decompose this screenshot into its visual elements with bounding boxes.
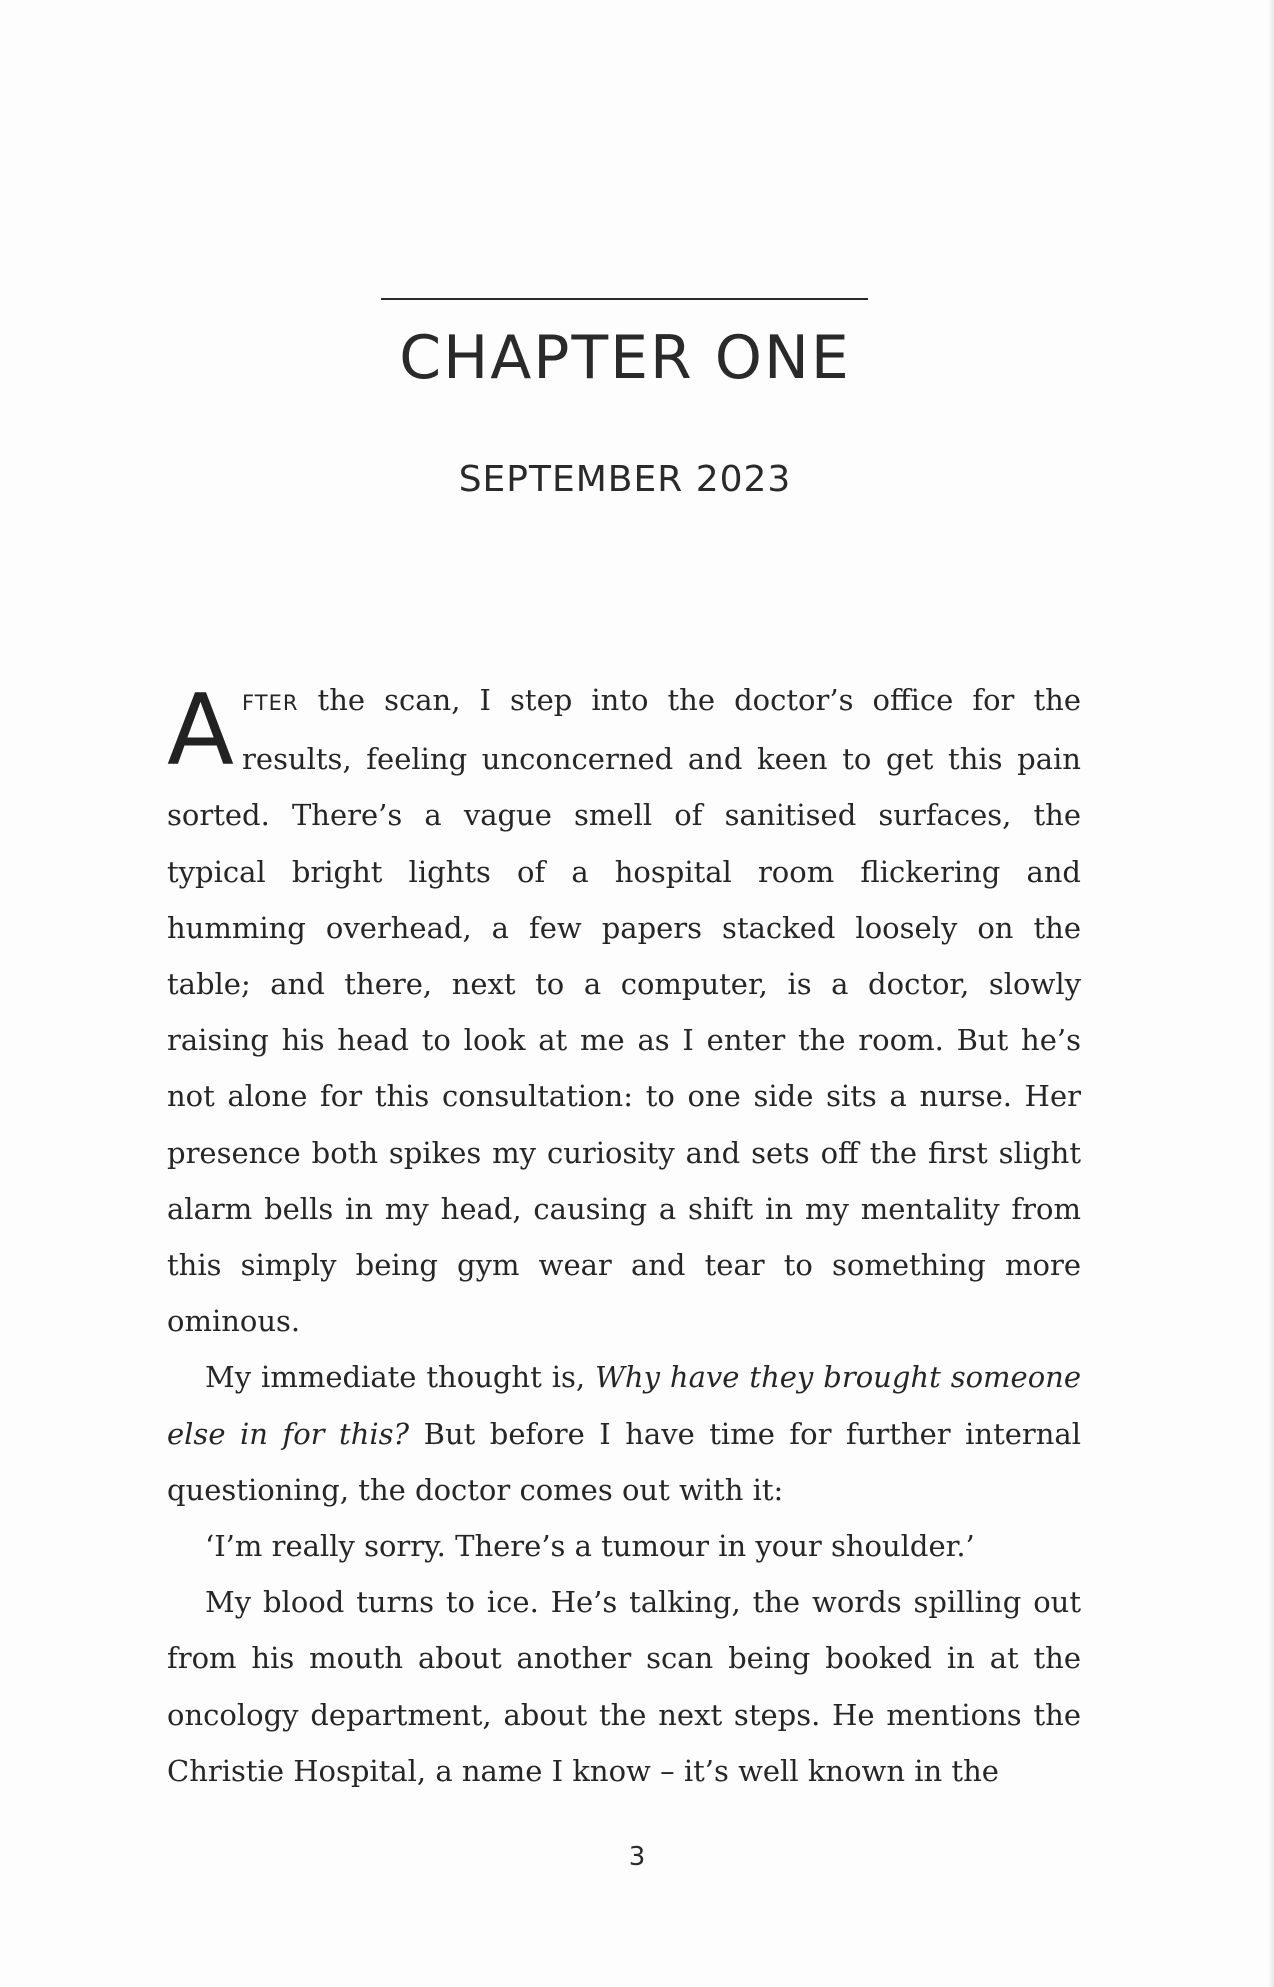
chapter-body [167, 672, 1081, 1799]
paragraph-1 [167, 672, 1081, 1349]
paragraph-2 [167, 1349, 1081, 1518]
chapter-date: SEPTEMBER 2023 [458, 459, 792, 500]
chapter-rule [381, 298, 868, 300]
paragraph-1-text: the scan, I step into the doctor’s office for the results, feeling unconcerned and keen to get this pain sorted. There’s a vague smell of sanitised surfaces, the typical bright lights of a hospital room flickering and humming overhead, a few papers stacked loosely on the table; and there, next to a computer, is a doctor, slowly raising his head to look at me as I enter the room. But he’s not alone for this consultation: to one side sits a nurse. Her presence both spikes my curiosity and sets off the first slight alarm bells in my head, causing a shift in my mentality from this simply being gym wear and tear to something more ominous. [167, 683, 1081, 1339]
paragraph-3: ‘I’m really sorry. There’s a tumour in your shoulder.’ [205, 1529, 975, 1564]
paragraph-2-after: But before I have time for further internal questioning, the doctor comes out with it: [167, 1416, 1081, 1507]
paragraph-2-italic: Why have they brought someone else in for this? [167, 1360, 1081, 1451]
paragraph-4: My blood turns to ice. He’s talking, the words spilling out from his mouth about another scan being booked in at the oncology department, about the next steps. He mentions the Christie Hospital, a name I know – it’s well known in the [167, 1585, 1081, 1788]
page-number: 3 [628, 1842, 646, 1872]
page-edge-shadow [1268, 0, 1274, 1987]
chapter-title: CHAPTER ONE [399, 323, 851, 393]
paragraph-2-before: My immediate thought is, [205, 1360, 596, 1395]
drop-cap: A [167, 674, 235, 788]
small-caps-lead: FTER [242, 691, 299, 715]
